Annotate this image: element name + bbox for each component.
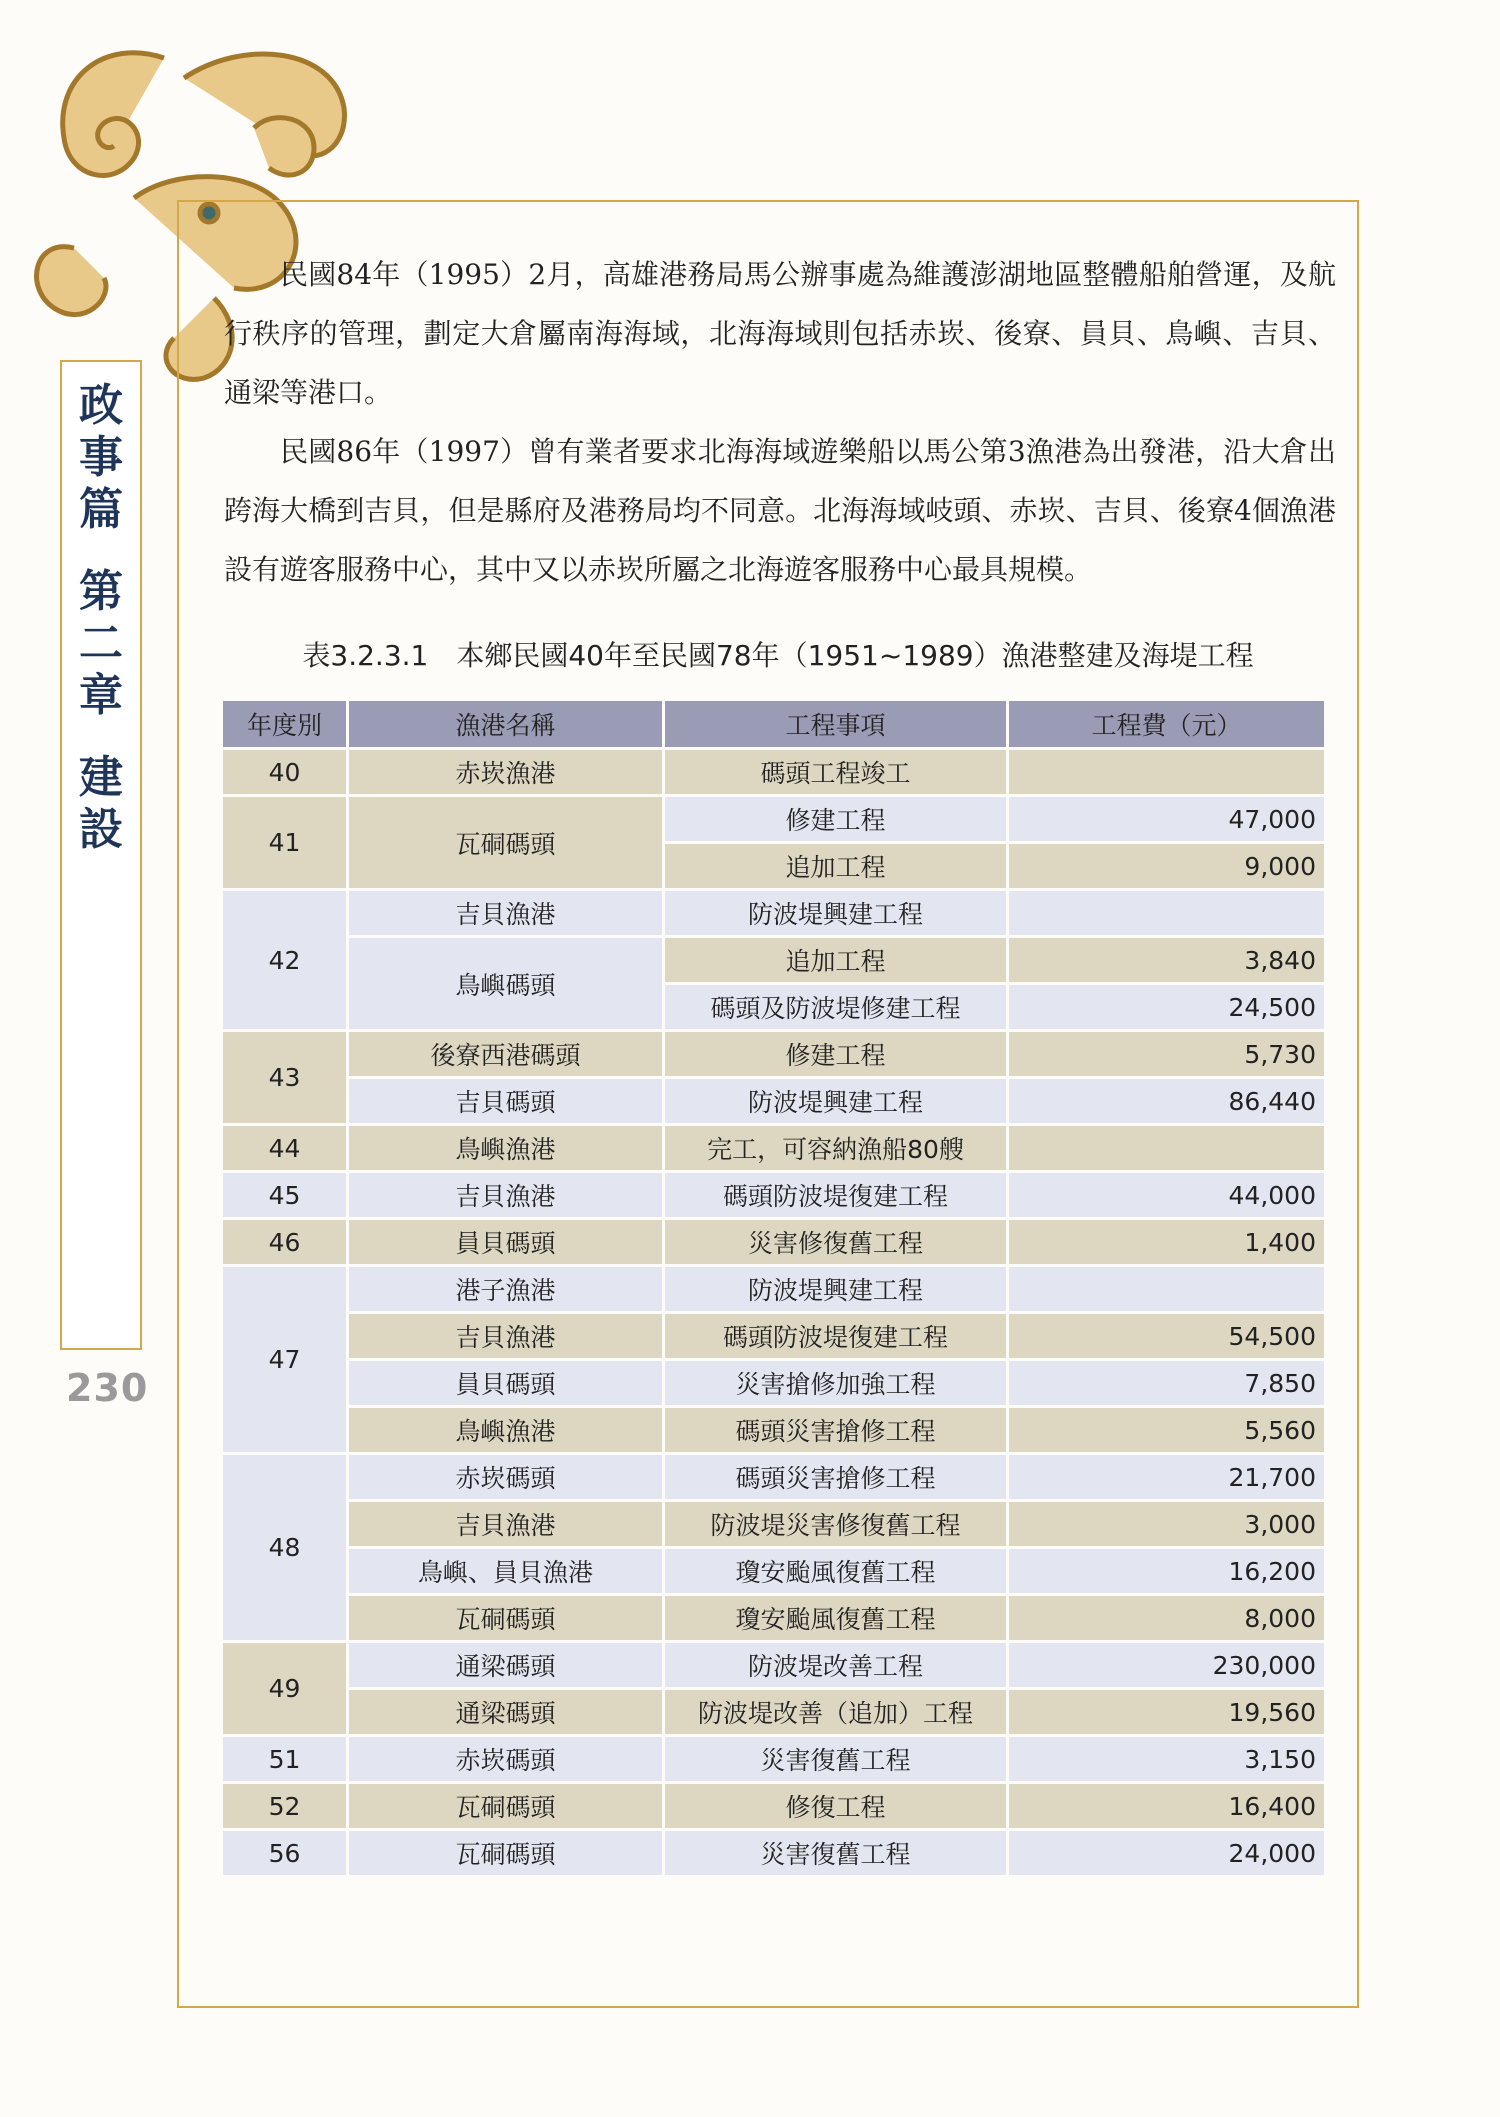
cell-port: 瓦硐碼頭	[348, 1830, 664, 1877]
cell-cost: 86,440	[1008, 1078, 1326, 1125]
table-row	[222, 1125, 1326, 1172]
table-row	[222, 1830, 1326, 1877]
cell-cost: 21,700	[1008, 1454, 1326, 1501]
cell-year: 46	[222, 1219, 348, 1266]
cell-year: 51	[222, 1736, 348, 1783]
harbor-works-table	[220, 698, 1327, 1878]
cell-item: 修建工程	[664, 1031, 1008, 1078]
cell-port: 瓦硐碼頭	[348, 796, 664, 890]
cell-item: 防波堤興建工程	[664, 890, 1008, 937]
table-row	[222, 1172, 1326, 1219]
page-number: 230	[66, 1366, 149, 1410]
table-row	[222, 937, 1326, 984]
table-row	[222, 1689, 1326, 1736]
table-row	[222, 1266, 1326, 1313]
table-row	[222, 796, 1326, 843]
cell-port: 鳥嶼漁港	[348, 1125, 664, 1172]
cell-item: 修復工程	[664, 1783, 1008, 1830]
cell-port: 通梁碼頭	[348, 1642, 664, 1689]
cell-cost	[1008, 1125, 1326, 1172]
cell-port: 吉貝漁港	[348, 890, 664, 937]
chapter-heading: 政 事 篇 第 二 章 建 設	[79, 380, 123, 855]
cell-cost: 44,000	[1008, 1172, 1326, 1219]
header-year: 年度別	[222, 700, 348, 749]
body-text	[224, 245, 1336, 599]
cell-cost: 16,400	[1008, 1783, 1326, 1830]
table-row	[222, 1595, 1326, 1642]
cell-port: 鳥嶼、員貝漁港	[348, 1548, 664, 1595]
table-row	[222, 1360, 1326, 1407]
cell-cost: 19,560	[1008, 1689, 1326, 1736]
table-row	[222, 1078, 1326, 1125]
cell-port: 瓦硐碼頭	[348, 1595, 664, 1642]
cell-port: 吉貝漁港	[348, 1313, 664, 1360]
cell-item: 防波堤興建工程	[664, 1266, 1008, 1313]
cell-port: 吉貝碼頭	[348, 1078, 664, 1125]
table-row	[222, 890, 1326, 937]
cell-cost: 3,150	[1008, 1736, 1326, 1783]
cell-port: 鳥嶼碼頭	[348, 937, 664, 1031]
table-row	[222, 1548, 1326, 1595]
table-row	[222, 1642, 1326, 1689]
cell-cost	[1008, 749, 1326, 796]
table-caption: 表3.2.3.1 本鄉民國40年至民國78年（1951~1989）漁港整建及海堤工程	[302, 639, 1254, 672]
paragraph: 民國84年（1995）2月，高雄港務局馬公辦事處為維護澎湖地區整體船舶營運，及航行秩序的管理，劃定大倉屬南海海域，北海海域則包括赤崁、後寮、員貝、鳥嶼、吉貝、通梁等港口。	[224, 258, 1336, 409]
cell-item: 瓊安颱風復舊工程	[664, 1595, 1008, 1642]
table-row	[222, 1219, 1326, 1266]
cell-cost: 3,840	[1008, 937, 1326, 984]
cell-cost: 230,000	[1008, 1642, 1326, 1689]
cell-cost: 47,000	[1008, 796, 1326, 843]
cell-item: 碼頭防波堤復建工程	[664, 1172, 1008, 1219]
table-header-row	[222, 700, 1326, 749]
cell-item: 碼頭防波堤復建工程	[664, 1313, 1008, 1360]
cell-cost	[1008, 890, 1326, 937]
table-row	[222, 1031, 1326, 1078]
cell-cost: 24,500	[1008, 984, 1326, 1031]
cell-year: 45	[222, 1172, 348, 1219]
cell-year: 43	[222, 1031, 348, 1125]
cell-cost	[1008, 1266, 1326, 1313]
cell-year: 47	[222, 1266, 348, 1454]
cell-port: 赤崁碼頭	[348, 1454, 664, 1501]
table-row	[222, 749, 1326, 796]
cell-item: 防波堤改善（追加）工程	[664, 1689, 1008, 1736]
cell-item: 防波堤災害修復舊工程	[664, 1501, 1008, 1548]
cell-port: 港子漁港	[348, 1266, 664, 1313]
cell-port: 瓦硐碼頭	[348, 1783, 664, 1830]
cell-item: 碼頭災害搶修工程	[664, 1407, 1008, 1454]
cell-cost: 8,000	[1008, 1595, 1326, 1642]
table-row	[222, 1783, 1326, 1830]
cell-year: 41	[222, 796, 348, 890]
header-item: 工程事項	[664, 700, 1008, 749]
cell-port: 赤崁碼頭	[348, 1736, 664, 1783]
cell-port: 赤崁漁港	[348, 749, 664, 796]
cell-port: 通梁碼頭	[348, 1689, 664, 1736]
cell-port: 後寮西港碼頭	[348, 1031, 664, 1078]
header-cost: 工程費（元）	[1008, 700, 1326, 749]
header-port: 漁港名稱	[348, 700, 664, 749]
cell-item: 災害搶修加強工程	[664, 1360, 1008, 1407]
cell-item: 追加工程	[664, 843, 1008, 890]
cell-year: 52	[222, 1783, 348, 1830]
cell-item: 災害復舊工程	[664, 1736, 1008, 1783]
cell-port: 吉貝漁港	[348, 1172, 664, 1219]
cell-item: 完工，可容納漁船80艘	[664, 1125, 1008, 1172]
cell-cost: 5,730	[1008, 1031, 1326, 1078]
cell-port: 鳥嶼漁港	[348, 1407, 664, 1454]
table-row	[222, 1313, 1326, 1360]
cell-item: 災害復舊工程	[664, 1830, 1008, 1877]
cell-cost: 24,000	[1008, 1830, 1326, 1877]
cell-cost: 5,560	[1008, 1407, 1326, 1454]
cell-cost: 3,000	[1008, 1501, 1326, 1548]
cell-port: 員貝碼頭	[348, 1219, 664, 1266]
table-row	[222, 1407, 1326, 1454]
cell-cost: 1,400	[1008, 1219, 1326, 1266]
cell-item: 碼頭災害搶修工程	[664, 1454, 1008, 1501]
cell-port: 吉貝漁港	[348, 1501, 664, 1548]
cell-year: 40	[222, 749, 348, 796]
cell-year: 44	[222, 1125, 348, 1172]
cell-year: 48	[222, 1454, 348, 1642]
table-row	[222, 1501, 1326, 1548]
table-row	[222, 1454, 1326, 1501]
cell-year: 49	[222, 1642, 348, 1736]
cell-cost: 16,200	[1008, 1548, 1326, 1595]
cell-item: 災害修復舊工程	[664, 1219, 1008, 1266]
cell-port: 員貝碼頭	[348, 1360, 664, 1407]
cell-item: 防波堤興建工程	[664, 1078, 1008, 1125]
cell-cost: 9,000	[1008, 843, 1326, 890]
cell-year: 42	[222, 890, 348, 1031]
cell-item: 修建工程	[664, 796, 1008, 843]
cell-item: 防波堤改善工程	[664, 1642, 1008, 1689]
paragraph: 民國86年（1997）曾有業者要求北海海域遊樂船以馬公第3漁港為出發港，沿大倉出跨海大橋到吉貝，但是縣府及港務局均不同意。北海海域岐頭、赤崁、吉貝、後寮4個漁港設有遊客服務中心，其中又以赤崁所屬之北海遊客服務中心最具規模。	[224, 435, 1336, 586]
cell-item: 瓊安颱風復舊工程	[664, 1548, 1008, 1595]
table-row	[222, 1736, 1326, 1783]
cell-year: 56	[222, 1830, 348, 1877]
cell-item: 碼頭工程竣工	[664, 749, 1008, 796]
cell-cost: 7,850	[1008, 1360, 1326, 1407]
cell-item: 追加工程	[664, 937, 1008, 984]
cell-item: 碼頭及防波堤修建工程	[664, 984, 1008, 1031]
cell-cost: 54,500	[1008, 1313, 1326, 1360]
